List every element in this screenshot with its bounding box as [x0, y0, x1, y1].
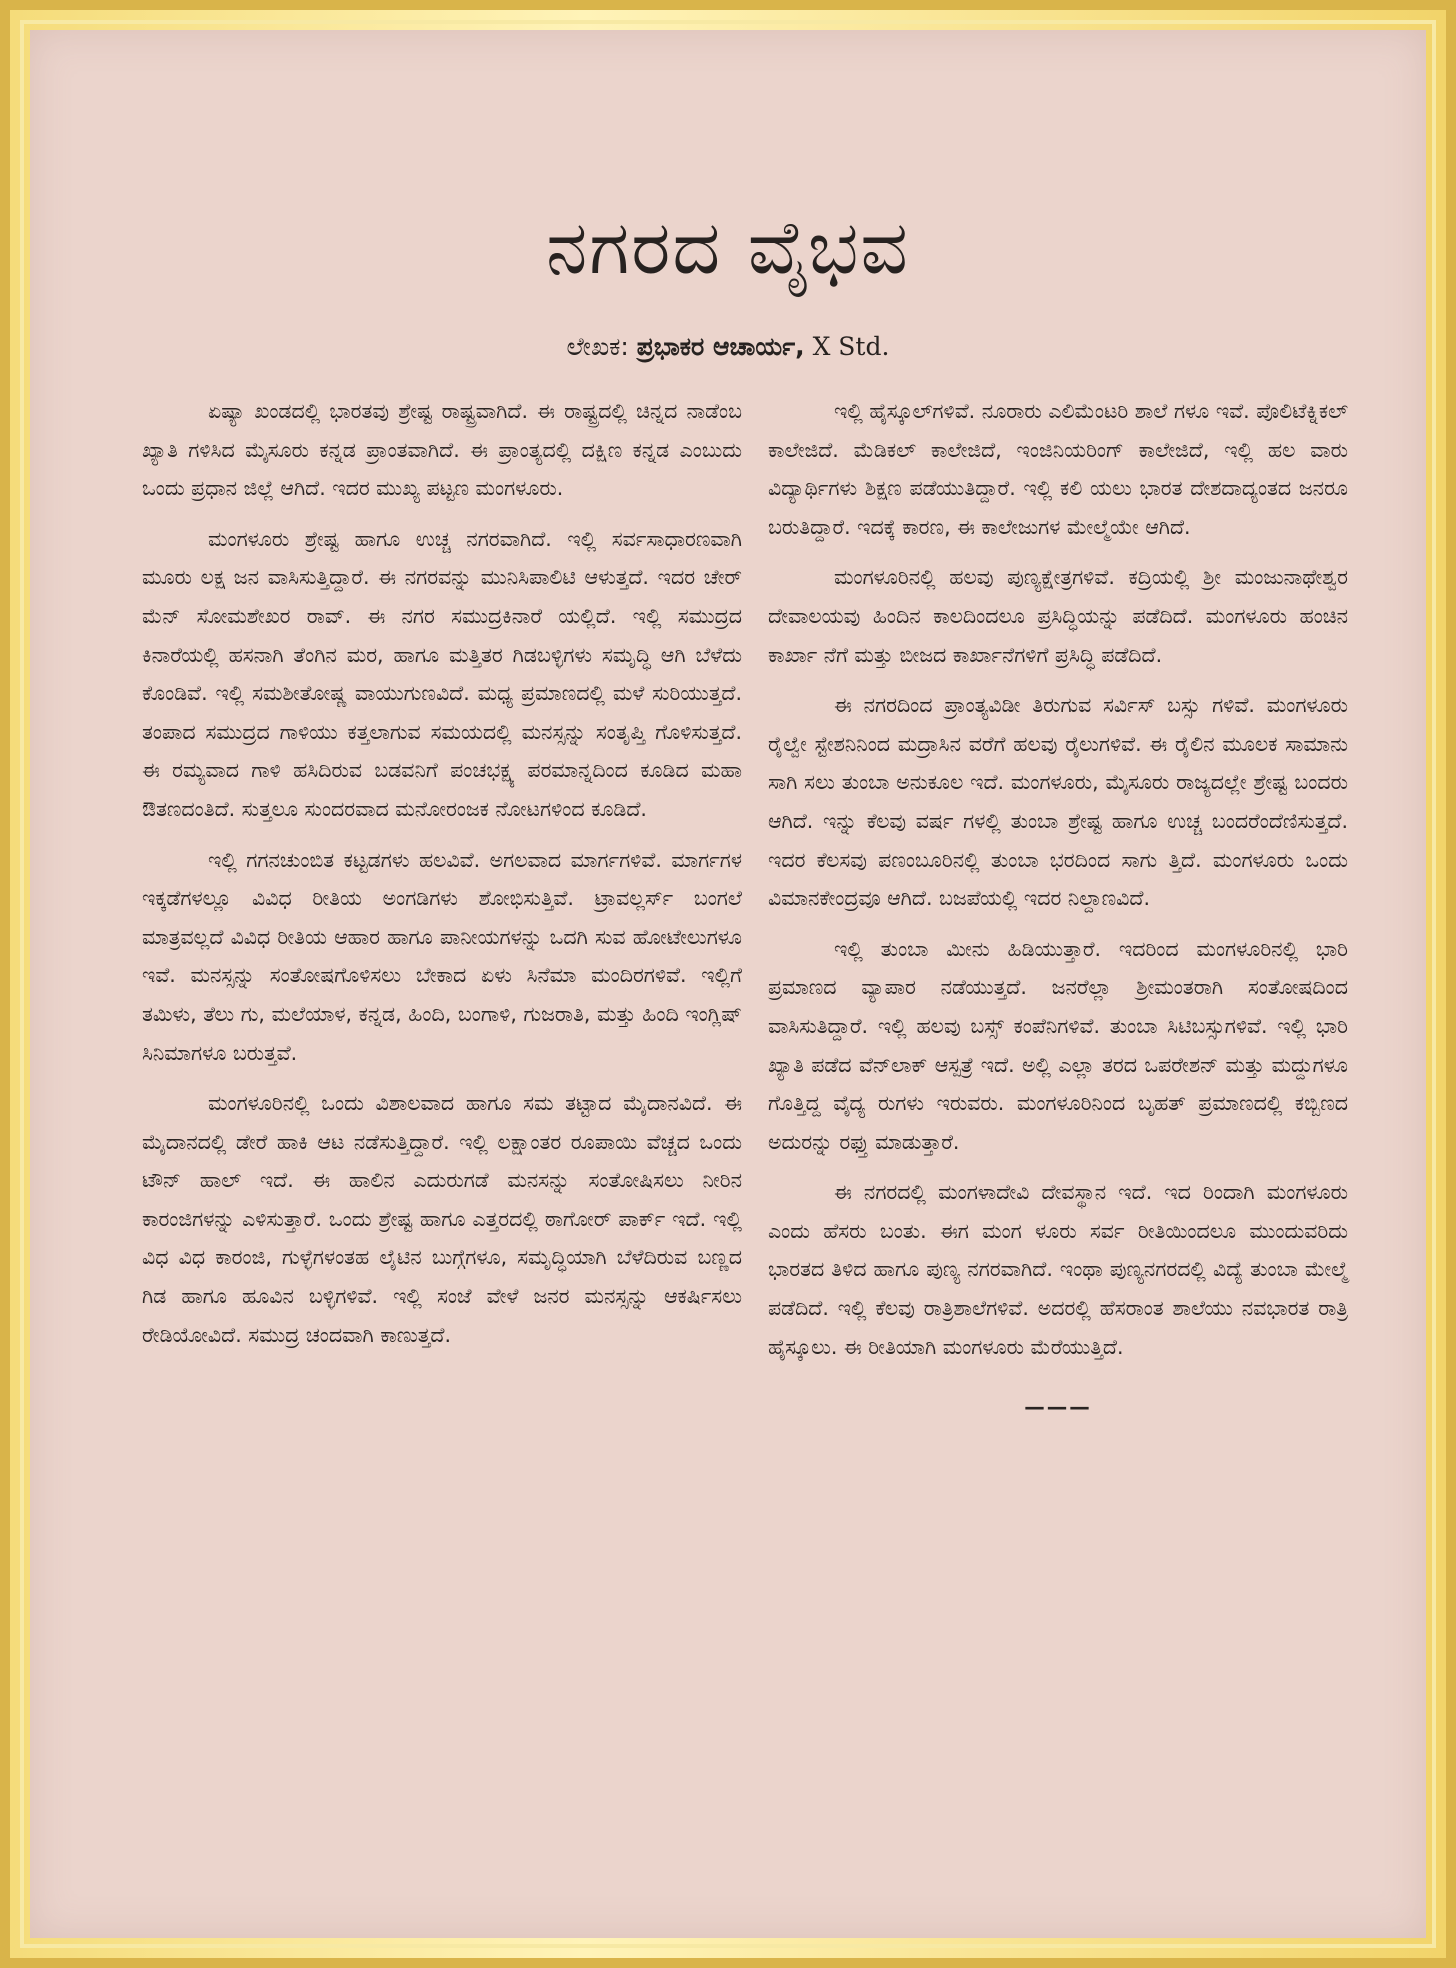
paragraph: ಏಷ್ಯಾ ಖಂಡದಲ್ಲಿ ಭಾರತವು ಶ್ರೇಷ್ಟ ರಾಷ್ಟ್ರವಾಗಿದೆ. ಈ ರಾಷ್ಟ್ರದಲ್ಲಿ ಚಿನ್ನದ ನಾಡೆಂಬ ಖ್ಯಾತಿ ಗಳಿಸಿದ ಮೈಸೂರು ಕನ್ನಡ ಪ್ರಾಂತವಾಗಿದೆ. ಈ ಪ್ರಾಂತ್ಯದಲ್ಲಿ ದಕ್ಷಿಣ ಕನ್ನಡ ಎಂಬುದು ಒಂದು ಪ್ರಧಾನ ಜಿಲ್ಲೆ ಆಗಿದೆ. ಇದರ ಮುಖ್ಯ ಪಟ್ಟಣ ಮಂಗಳೂರು. — [142, 399, 742, 501]
paragraph: ಈ ನಗರದಿಂದ ಪ್ರಾಂತ್ಯವಿಡೀ ತಿರುಗುವ ಸರ್ವಿಸ್ ಬಸ್ಸು ಗಳಿವೆ. ಮಂಗಳೂರು ರೈಲ್ವೇ ಸ್ಟೇಶನಿನಿಂದ ಮದ್ರಾಸಿನ ವರೆಗೆ ಹಲವು ರೈಲುಗಳಿವೆ. ಈ ರೈಲಿನ ಮೂಲಕ ಸಾಮಾನು ಸಾಗಿ ಸಲು ತುಂಬಾ ಅನುಕೂಲ ಇದೆ. ಮಂಗಳೂರು, ಮೈಸೂರು ರಾಜ್ಯದಲ್ಲೇ ಶ್ರೇಷ್ಟ ಬಂದರು ಆಗಿದೆ. ಇನ್ನು ಕೆಲವು ವರ್ಷ ಗಳಲ್ಲಿ ತುಂಬಾ ಶ್ರೇಷ್ಟ ಹಾಗೂ ಉಚ್ಚ ಬಂದರೆಂದೆಣಿಸುತ್ತದೆ. ಇದರ ಕೆಲಸವು ಪಣಂಬೂರಿನಲ್ಲಿ ತುಂಬಾ ಭರದಿಂದ ಸಾಗು ತ್ತಿದೆ. ಮಂಗಳೂರು ಒಂದು ವಿಮಾನಕೇಂದ್ರವೂ ಆಗಿದೆ. ಬಜಪೆಯಲ್ಲಿ ಇದರ ನಿಲ್ದಾಣವಿದೆ. — [768, 693, 1348, 911]
article-title: ನಗರದ ವೈಭವ — [546, 205, 910, 291]
paragraph: ಇಲ್ಲಿ ಗಗನಚುಂಬಿತ ಕಟ್ಟಡಗಳು ಹಲವಿವೆ. ಅಗಲವಾದ ಮಾರ್ಗಗಳಿವೆ. ಮಾರ್ಗಗಳ ಇಕ್ಕಡೆಗಳಲ್ಲೂ ವಿವಿಧ ರೀತಿಯ ಅಂಗಡಿಗಳು ಶೋಭಿಸುತ್ತಿವೆ. ಟ್ರಾವಲ್ಲರ್ಸ್ ಬಂಗಲೆ ಮಾತ್ರವಲ್ಲದೆ ವಿವಿಧ ರೀತಿಯ ಆಹಾರ ಹಾಗೂ ಪಾನೀಯಗಳನ್ನು ಒದಗಿ ಸುವ ಹೋಟೇಲುಗಳೂ ಇವೆ. ಮನಸ್ಸನ್ನು ಸಂತೋಷಗೊಳಿಸಲು ಬೇಕಾದ ಏಳು ಸಿನೆಮಾ ಮಂದಿರಗಳಿವೆ. ಇಲ್ಲಿಗೆ ತಮಿಳು, ತೆಲು ಗು, ಮಲೆಯಾಳ, ಕನ್ನಡ, ಹಿಂದಿ, ಬಂಗಾಳಿ, ಗುಜರಾತಿ, ಮತ್ತು ಹಿಂದಿ ಇಂಗ್ಲಿಷ್ ಸಿನಿಮಾಗಳೂ ಬರುತ್ತವೆ. — [142, 847, 742, 1065]
byline-label: ಲೇಖಕ: — [566, 332, 629, 361]
paragraph: ಮಂಗಳೂರು ಶ್ರೇಷ್ಟ ಹಾಗೂ ಉಚ್ಚ ನಗರವಾಗಿದೆ. ಇಲ್ಲಿ ಸರ್ವಸಾಧಾರಣವಾಗಿ ಮೂರು ಲಕ್ಷ ಜನ ವಾಸಿಸುತ್ತಿದ್ದಾರೆ. ಈ ನಗರವನ್ನು ಮುನಿಸಿಪಾಲಿಟಿ ಆಳುತ್ತದೆ. ಇದರ ಚೇರ್ ಮೆನ್ ಸೋಮಶೇಖರ ರಾವ್. ಈ ನಗರ ಸಮುದ್ರಕಿನಾರೆ ಯಲ್ಲಿದೆ. ಇಲ್ಲಿ ಸಮುದ್ರದ ಕಿನಾರೆಯಲ್ಲಿ ಹಸನಾಗಿ ತೆಂಗಿನ ಮರ, ಹಾಗೂ ಮತ್ತಿತರ ಗಿಡಬಳ್ಳಿಗಳು ಸಮೃದ್ಧಿ ಆಗಿ ಬೆಳೆದು ಕೊಂಡಿವೆ. ಇಲ್ಲಿ ಸಮಶೀತೋಷ್ಣ ವಾಯುಗುಣವಿದೆ. ಮಧ್ಯ ಪ್ರಮಾಣದಲ್ಲಿ ಮಳೆ ಸುರಿಯುತ್ತದೆ. ತಂಪಾದ ಸಮುದ್ರದ ಗಾಳಿಯು ಕತ್ತಲಾಗುವ ಸಮಯದಲ್ಲಿ ಮನಸ್ಸನ್ನು ಸಂತೃಪ್ತಿ ಗೊಳಿಸುತ್ತದೆ. ಈ ರಮ್ಯವಾದ ಗಾಳಿ ಹಸಿದಿರುವ ಬಡವನಿಗೆ ಪಂಚಭಕ್ಷ್ಯ ಪರಮಾನ್ನದಿಂದ ಕೂಡಿದ ಮಹಾ ಔತಣದಂತಿದೆ. ಸುತ್ತಲೂ ಸುಂದರವಾದ ಮನೋರಂಜಕ ನೋಟಗಳಿಂದ ಕೂಡಿದೆ. — [142, 526, 742, 821]
byline-class: X Std. — [812, 332, 890, 361]
paragraph: ಮಂಗಳೂರಿನಲ್ಲಿ ಹಲವು ಪುಣ್ಯಕ್ಷೇತ್ರಗಳಿವೆ. ಕದ್ರಿಯಲ್ಲಿ ಶ್ರೀ ಮಂಜುನಾಥೇಶ್ವರ ದೇವಾಲಯವು ಹಿಂದಿನ ಕಾಲದಿಂದಲೂ ಪ್ರಸಿದ್ಧಿಯನ್ನು ಪಡೆದಿದೆ. ಮಂಗಳೂರು ಹಂಚಿನ ಕಾರ್ಖಾ ನೆಗೆ ಮತ್ತು ಬೀಜದ ಕಾರ್ಖಾನೆಗಳಿಗೆ ಪ್ರಸಿದ್ಧಿ ಪಡೆದಿದೆ. — [768, 565, 1348, 667]
paragraph: ಮಂಗಳೂರಿನಲ್ಲಿ ಒಂದು ವಿಶಾಲವಾದ ಹಾಗೂ ಸಮ ತಟ್ಟಾದ ಮೈದಾನವಿದೆ. ಈ ಮೈದಾನದಲ್ಲಿ ಡೇರೆ ಹಾಕಿ ಆಟ ನಡೆಸುತ್ತಿದ್ದಾರೆ. ಇಲ್ಲಿ ಲಕ್ಷಾಂತರ ರೂಪಾಯಿ ವೆಚ್ಚದ ಒಂದು ಟೌನ್ ಹಾಲ್ ಇದೆ. ಈ ಹಾಲಿನ ಎದುರುಗಡೆ ಮನಸನ್ನು ಸಂತೋಷಿಸಲು ನೀರಿನ ಕಾರಂಜಿಗಳನ್ನು ಎಳಿಸುತ್ತಾರೆ. ಒಂದು ಶ್ರೇಷ್ಟ ಹಾಗೂ ಎತ್ತರದಲ್ಲಿ ಠಾಗೋರ್ ಪಾರ್ಕ್ ಇದೆ. ಇಲ್ಲಿ ವಿಧ ವಿಧ ಕಾರಂಜಿ, ಗುಳ್ಳೆಗಳಂತಹ ಲೈಟಿನ ಬುಗ್ಗೆಗಳೂ, ಸಮೃದ್ಧಿಯಾಗಿ ಬೆಳೆದಿರುವ ಬಣ್ಣದ ಗಿಡ ಹಾಗೂ ಹೂವಿನ ಬಳ್ಳಿಗಳಿವೆ. ಇಲ್ಲಿ ಸಂಜೆ ವೇಳೆ ಜನರ ಮನಸ್ಸನ್ನು ಆಕರ್ಷಿಸಲು ರೇಡಿಯೋವಿದೆ. ಸಮುದ್ರ ಚಂದವಾಗಿ ಕಾಣುತ್ತದೆ. — [142, 1091, 742, 1347]
paragraph: ಈ ನಗರದಲ್ಲಿ ಮಂಗಳಾದೇವಿ ದೇವಸ್ಥಾನ ಇದೆ. ಇದ ರಿಂದಾಗಿ ಮಂಗಳೂರು ಎಂದು ಹೆಸರು ಬಂತು. ಈಗ ಮಂಗ ಳೂರು ಸರ್ವ ರೀತಿಯಿಂದಲೂ ಮುಂದುವರಿದು ಭಾರತದ ತಿಳಿದ ಹಾಗೂ ಪುಣ್ಯ ನಗರವಾಗಿದೆ. ಇಂಥಾ ಪುಣ್ಯನಗರದಲ್ಲಿ ವಿದ್ಯೆ ತುಂಬಾ ಮೇಲ್ಮೆ ಪಡೆದಿದೆ. ಇಲ್ಲಿ ಕೆಲವು ರಾತ್ರಿಶಾಲೆಗಳಿವೆ. ಅದರಲ್ಲಿ ಹೆಸರಾಂತ ಶಾಲೆಯು ನವಭಾರತ ರಾತ್ರಿ ಹೈಸ್ಕೂಲು. ಈ ರೀತಿಯಾಗಿ ಮಂಗಳೂರು ಮೆರೆಯುತ್ತಿದೆ. — [768, 1180, 1348, 1359]
right-column — [768, 392, 1348, 1427]
left-column — [142, 392, 742, 1366]
byline-author: ಪ್ರಭಾಕರ ಆಚಾರ್ಯ, — [636, 332, 805, 361]
article-page — [30, 30, 1426, 1938]
article-byline — [30, 332, 1426, 362]
paragraph: ಇಲ್ಲಿ ಹೈಸ್ಕೂಲ್‌ಗಳಿವೆ. ನೂರಾರು ಎಲಿಮೆಂಟರಿ ಶಾಲೆ ಗಳೂ ಇವೆ. ಪೊಲಿಟೆಕ್ನಿಕಲ್ ಕಾಲೇಜಿದೆ. ಮೆಡಿಕಲ್ ಕಾಲೇಜಿದೆ, ಇಂಜಿನಿಯರಿಂಗ್ ಕಾಲೇಜಿದೆ, ಇಲ್ಲಿ ಹಲ ವಾರು ವಿದ್ಯಾರ್ಥಿಗಳು ಶಿಕ್ಷಣ ಪಡೆಯುತಿದ್ದಾರೆ. ಇಲ್ಲಿ ಕಲಿ ಯಲು ಭಾರತ ದೇಶದಾದ್ಯಂತದ ಜನರೂ ಬರುತಿದ್ದಾರೆ. ಇದಕ್ಕೆ ಕಾರಣ, ಈ ಕಾಲೇಜುಗಳ ಮೇಲ್ಮೆಯೇ ಆಗಿದೆ. — [768, 399, 1348, 539]
paragraph: ಇಲ್ಲಿ ತುಂಬಾ ಮೀನು ಹಿಡಿಯುತ್ತಾರೆ. ಇದರಿಂದ ಮಂಗಳೂರಿನಲ್ಲಿ ಭಾರಿ ಪ್ರಮಾಣದ ವ್ಯಾಪಾರ ನಡೆಯುತ್ತದೆ. ಜನರೆಲ್ಲಾ ಶ್ರೀಮಂತರಾಗಿ ಸಂತೋಷದಿಂದ ವಾಸಿಸುತಿದ್ದಾರೆ. ಇಲ್ಲಿ ಹಲವು ಬಸ್ಸ್ ಕಂಪೆನಿಗಳಿವೆ. ತುಂಬಾ ಸಿಟಿಬಸ್ಸುಗಳಿವೆ. ಇಲ್ಲಿ ಭಾರಿ ಖ್ಯಾತಿ ಪಡೆದ ವೆನ್‌ಲಾಕ್ ಆಸ್ಪತ್ರೆ ಇದೆ. ಅಲ್ಲಿ ಎಲ್ಲಾ ತರದ ಒಪರೇಶನ್ ಮತ್ತು ಮದ್ದುಗಳೂ ಗೊತ್ತಿದ್ದ ವೈದ್ಯ ರುಗಳು ಇರುವರು. ಮಂಗಳೂರಿನಿಂದ ಬೃಹತ್ ಪ್ರಮಾಣದಲ್ಲಿ ಕಬ್ಬಿಣದ ಅದುರನ್ನು ರಫ್ತು ಮಾಡುತ್ತಾರೆ. — [768, 936, 1348, 1154]
end-mark: ——— — [1024, 1395, 1092, 1420]
